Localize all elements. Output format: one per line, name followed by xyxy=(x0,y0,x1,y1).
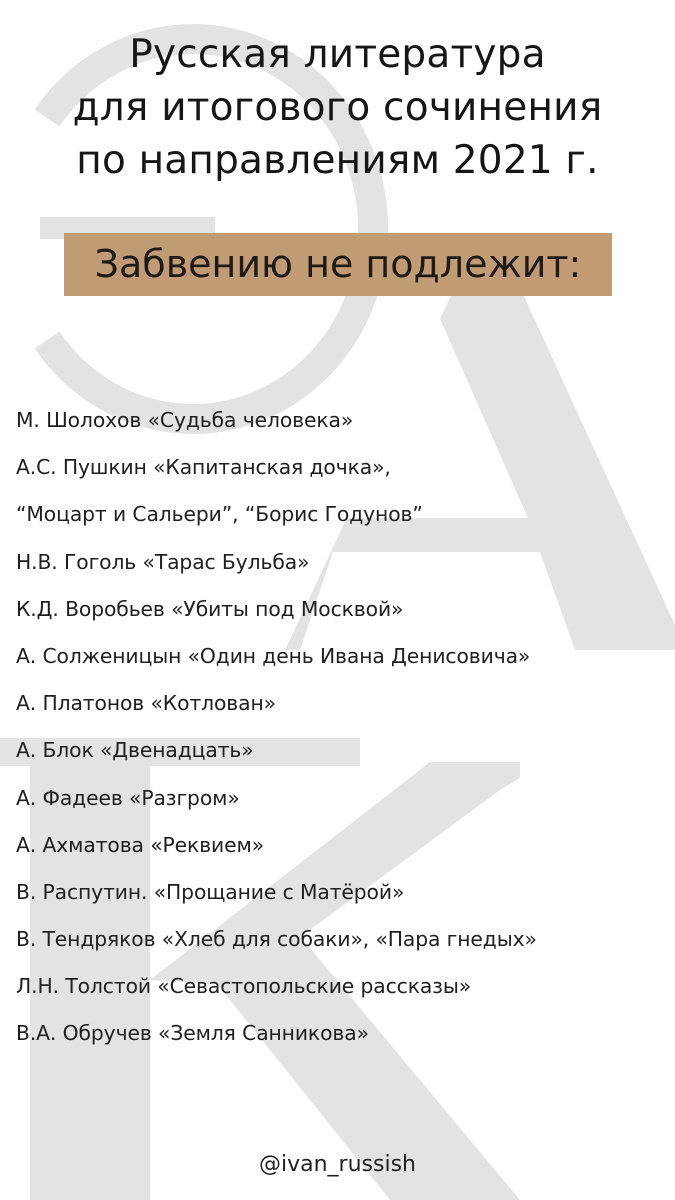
book-item: В. Распутин. «Прощание с Матёрой» xyxy=(16,879,405,904)
author-handle: @ivan_russish xyxy=(259,1152,416,1177)
book-item: А. Платонов «Котлован» xyxy=(16,691,276,716)
book-item: В. Тендряков «Хлеб для собаки», «Пара гнедых» xyxy=(16,927,537,952)
book-item: А. Фадеев «Разгром» xyxy=(16,785,240,810)
book-item: Н.В. Гоголь «Тарас Бульба» xyxy=(16,549,310,574)
book-item: А.С. Пушкин «Капитанская дочка», xyxy=(16,455,391,480)
subtitle-banner: Забвению не подлежит: xyxy=(64,233,612,296)
book-item: М. Шолохов «Судьба человека» xyxy=(16,408,354,432)
book-item: А. Блок «Двенадцать» xyxy=(16,738,254,763)
book-item: “Моцарт и Сальери”, “Борис Годунов” xyxy=(16,502,423,527)
title-line-2: для итогового сочинения xyxy=(72,85,603,130)
title-line-1: Русская литература xyxy=(129,32,546,77)
book-item: В.А. Обручев «Земля Санникова» xyxy=(16,1021,369,1046)
book-item: А. Ахматова «Реквием» xyxy=(16,832,265,857)
book-item: Л.Н. Толстой «Севастопольские рассказы» xyxy=(16,974,472,999)
book-item: А. Солженицын «Один день Ивана Денисовича» xyxy=(16,643,531,668)
page-title xyxy=(0,28,675,187)
title-line-3: по направлениям 2021 г. xyxy=(76,138,599,183)
book-item: К.Д. Воробьев «Убиты под Москвой» xyxy=(16,596,404,621)
book-list xyxy=(16,397,671,1058)
